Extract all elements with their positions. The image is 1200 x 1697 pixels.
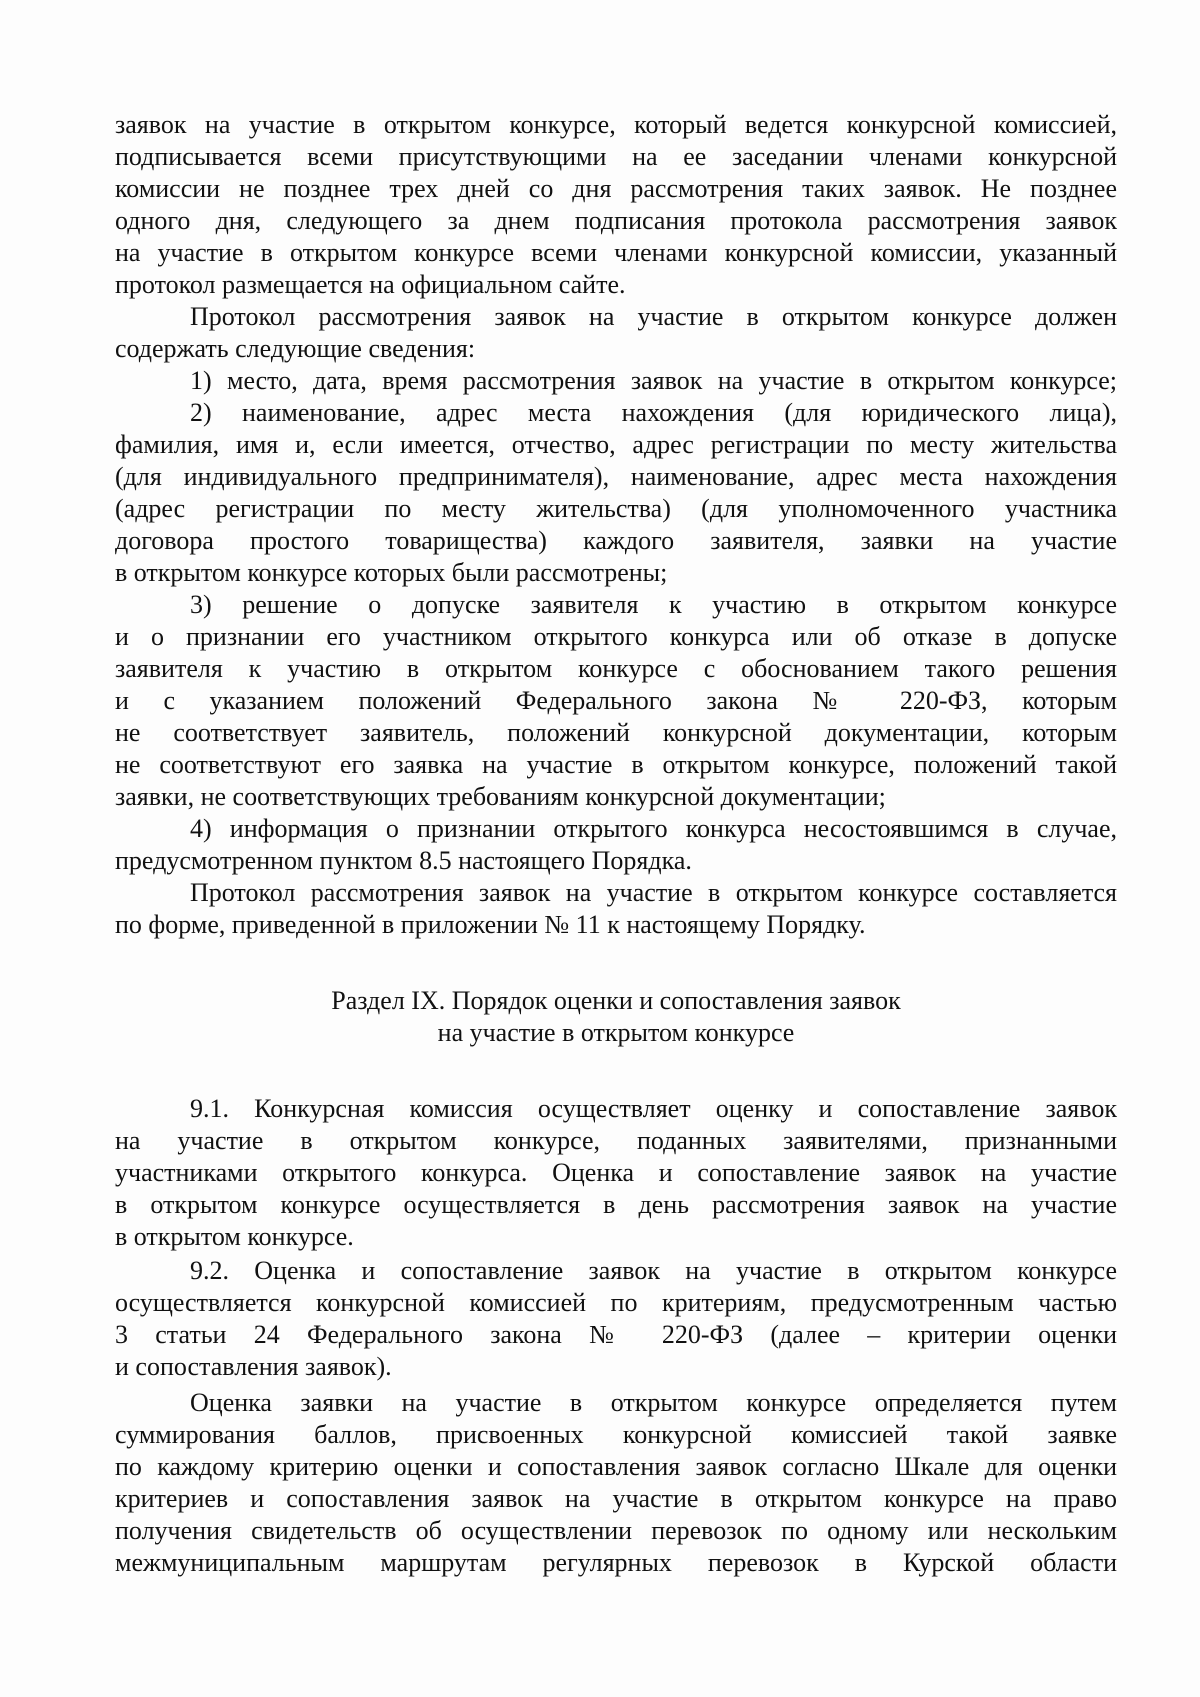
text-line: не соответствуют его заявка на участие в открытом конкурсе, положений такой bbox=[115, 750, 1117, 779]
text-line: 4) информация о признании открытого конкурса несостоявшимся в случае, bbox=[190, 814, 1117, 843]
text-line: межмуниципальным маршрутам регулярных перевозок в Курской области bbox=[115, 1548, 1117, 1577]
text-line: суммирования баллов, присвоенных конкурсной комиссией такой заявке bbox=[115, 1420, 1117, 1449]
text-line: одного дня, следующего за днем подписания протокола рассмотрения заявок bbox=[115, 206, 1117, 235]
text-line: на участие в открытом конкурсе всеми членами конкурсной комиссии, указанный bbox=[115, 238, 1117, 267]
text-line: Протокол рассмотрения заявок на участие в открытом конкурсе составляется bbox=[190, 878, 1117, 907]
text-line: получения свидетельств об осуществлении перевозок по одному или нескольким bbox=[115, 1516, 1117, 1545]
text-line: заявок на участие в открытом конкурсе, который ведется конкурсной комиссией, bbox=[115, 110, 1117, 139]
text-line: в открытом конкурсе которых были рассмотрены; bbox=[115, 558, 668, 587]
text-line: не соответствует заявитель, положений конкурсной документации, которым bbox=[115, 718, 1117, 747]
text-line: 2) наименование, адрес места нахождения (для юридического лица), bbox=[190, 398, 1117, 427]
text-line: 3) решение о допуске заявителя к участию в открытом конкурсе bbox=[190, 590, 1117, 619]
text-line: 1) место, дата, время рассмотрения заявок на участие в открытом конкурсе; bbox=[190, 366, 1117, 395]
text-line: договора простого товарищества) каждого заявителя, заявки на участие bbox=[115, 526, 1117, 555]
text-line: осуществляется конкурсной комиссией по критериям, предусмотренным частью bbox=[115, 1288, 1117, 1317]
section-title-line: Раздел IX. Порядок оценки и сопоставления заявок bbox=[331, 986, 901, 1015]
text-line: критериев и сопоставления заявок на участие в открытом конкурсе на право bbox=[115, 1484, 1117, 1513]
text-line: (адрес регистрации по месту жительства) (для уполномоченного участника bbox=[115, 494, 1117, 523]
text-line: 3 статьи 24 Федерального закона № 220-ФЗ (далее – критерии оценки bbox=[115, 1320, 1117, 1349]
text-line: заявителя к участию в открытом конкурсе с обоснованием такого решения bbox=[115, 654, 1117, 683]
text-line: и о признании его участником открытого конкурса или об отказе в допуске bbox=[115, 622, 1117, 651]
text-line: 9.2. Оценка и сопоставление заявок на участие в открытом конкурсе bbox=[190, 1256, 1117, 1285]
text-line: комиссии не позднее трех дней со дня рассмотрения таких заявок. Не позднее bbox=[115, 174, 1117, 203]
text-line: протокол размещается на официальном сайте. bbox=[115, 270, 626, 299]
text-line: участниками открытого конкурса. Оценка и сопоставление заявок на участие bbox=[115, 1158, 1117, 1187]
text-line: (для индивидуального предпринимателя), наименование, адрес места нахождения bbox=[115, 462, 1117, 491]
text-line: по каждому критерию оценки и сопоставления заявок согласно Шкале для оценки bbox=[115, 1452, 1117, 1481]
text-line: в открытом конкурсе осуществляется в день рассмотрения заявок на участие bbox=[115, 1190, 1117, 1219]
text-line: Оценка заявки на участие в открытом конкурсе определяется путем bbox=[190, 1388, 1117, 1417]
text-line: на участие в открытом конкурсе, поданных заявителями, признанными bbox=[115, 1126, 1117, 1155]
text-line: 9.1. Конкурсная комиссия осуществляет оценку и сопоставление заявок bbox=[190, 1094, 1117, 1123]
text-line: Протокол рассмотрения заявок на участие в открытом конкурсе должен bbox=[190, 302, 1117, 331]
text-line: в открытом конкурсе. bbox=[115, 1222, 354, 1251]
text-line: предусмотренном пунктом 8.5 настоящего Порядка. bbox=[115, 846, 692, 875]
text-line: подписывается всеми присутствующими на ее заседании членами конкурсной bbox=[115, 142, 1117, 171]
text-line: и сопоставления заявок). bbox=[115, 1352, 392, 1381]
text-line: по форме, приведенной в приложении № 11 к настоящему Порядку. bbox=[115, 910, 866, 939]
text-line: и с указанием положений Федерального закона № 220-ФЗ, которым bbox=[115, 686, 1117, 715]
text-line: содержать следующие сведения: bbox=[115, 334, 476, 363]
section-title-line: на участие в открытом конкурсе bbox=[437, 1018, 795, 1047]
text-line: заявки, не соответствующих требованиям конкурсной документации; bbox=[115, 782, 886, 811]
text-line: фамилия, имя и, если имеется, отчество, адрес регистрации по месту жительства bbox=[115, 430, 1117, 459]
